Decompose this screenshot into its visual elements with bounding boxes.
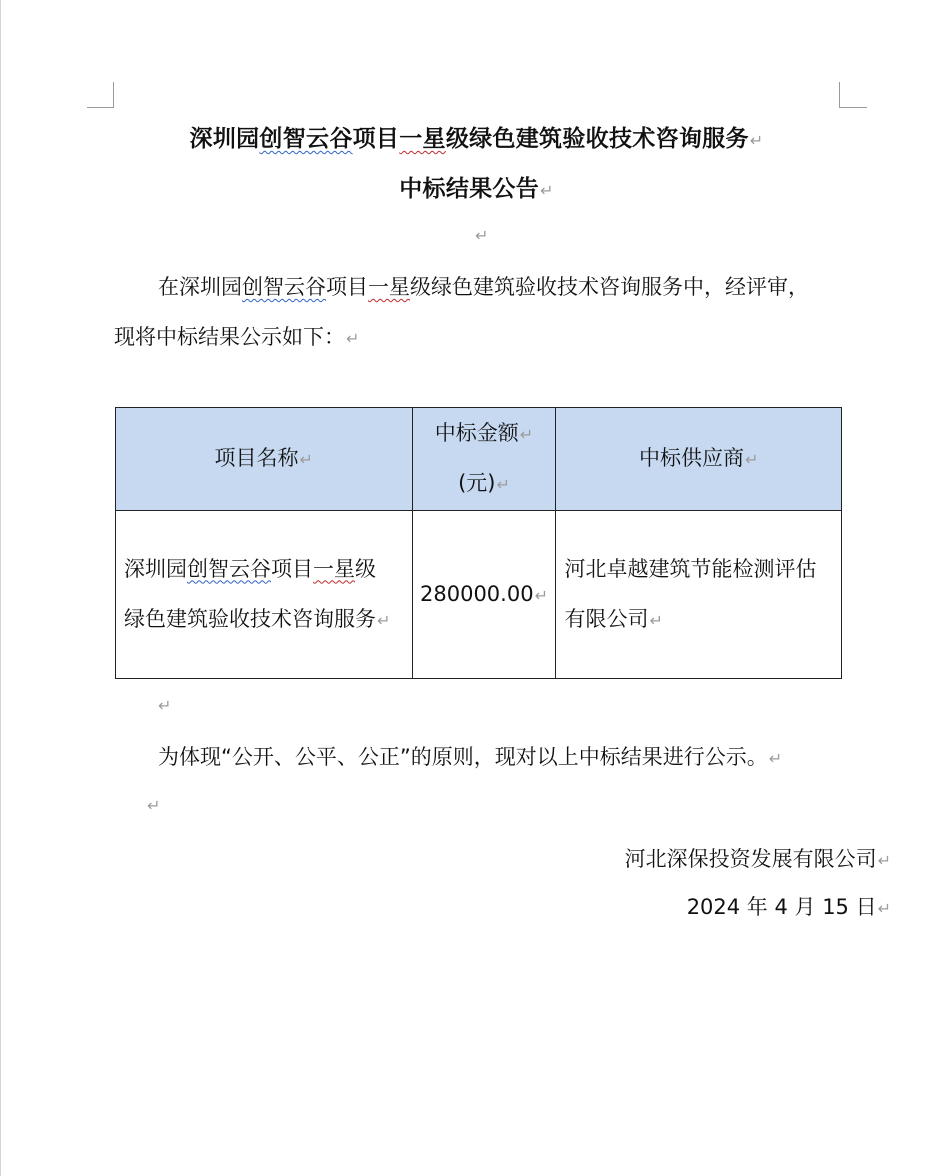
paragraph-mark-icon: ↵ bbox=[519, 425, 534, 444]
paragraph-mark-icon: ↵ bbox=[877, 851, 891, 870]
table-row bbox=[116, 511, 842, 679]
paragraph-mark-icon: ↵ bbox=[749, 131, 764, 150]
document-title-line2: 中标结果公告↵ bbox=[399, 176, 554, 202]
document-title-line1: 深圳园创智云谷项目一星级绿色建筑验收技术咨询服务↵ bbox=[189, 126, 764, 152]
paragraph-mark-icon: ↵ bbox=[346, 329, 360, 348]
paragraph-mark-icon: ↵ bbox=[877, 899, 891, 918]
paragraph-mark-icon: ↵ bbox=[299, 450, 313, 469]
cell-supplier: 河北卓越建筑节能检测评估 有限公司↵ bbox=[556, 511, 842, 679]
crop-mark-top-right bbox=[839, 82, 840, 108]
paragraph-mark-icon: ↵ bbox=[540, 181, 554, 200]
paragraph-mark-icon: ↵ bbox=[534, 585, 548, 605]
paragraph-mark-icon: ↵ bbox=[745, 450, 759, 469]
cell-project-name: 深圳园创智云谷项目一星级 绿色建筑验收技术咨询服务↵ bbox=[116, 511, 413, 679]
paragraph-mark-icon: ↵ bbox=[377, 610, 391, 630]
crop-mark-top-right-h bbox=[839, 107, 867, 108]
paragraph-mark-icon: ↵ bbox=[158, 696, 172, 715]
publicity-paragraph: 为体现“公开、公平、公正”的原则，现对以上中标结果进行公示。↵ bbox=[158, 745, 783, 769]
paragraph-mark-icon: ↵ bbox=[649, 610, 663, 630]
crop-mark-top-left bbox=[113, 82, 114, 108]
crop-mark-top-left-h bbox=[87, 107, 114, 108]
paragraph-mark-icon: ↵ bbox=[147, 796, 161, 815]
header-supplier: 中标供应商↵ bbox=[556, 408, 842, 511]
signature-company: 河北深保投资发展有限公司↵ bbox=[624, 847, 891, 871]
paragraph-mark-icon: ↵ bbox=[475, 226, 489, 245]
paragraph-mark-icon: ↵ bbox=[496, 475, 510, 494]
cell-amount: 280000.00↵ bbox=[412, 511, 556, 679]
header-project-name: 项目名称↵ bbox=[116, 408, 413, 511]
signature-date: 2024 年 4 月 15 日↵ bbox=[686, 895, 891, 919]
paragraph-mark-icon: ↵ bbox=[768, 749, 783, 768]
header-amount: 中标金额↵ (元)↵ bbox=[412, 408, 556, 511]
result-table bbox=[115, 407, 842, 679]
intro-paragraph: 在深圳园创智云谷项目一星级绿色建筑验收技术咨询服务中，经评审， 现将中标结果公示如下：↵ bbox=[114, 275, 809, 349]
table-header-row bbox=[116, 408, 842, 511]
